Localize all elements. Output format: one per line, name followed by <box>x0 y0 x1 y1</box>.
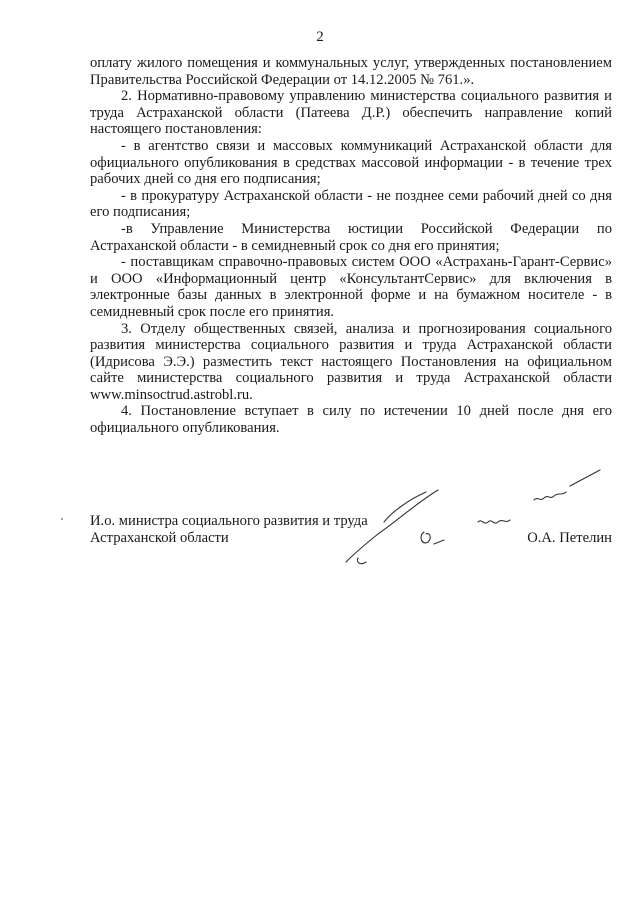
signer-title-line1: И.о. министра социального развития и труда <box>90 513 368 529</box>
signature-block <box>90 513 612 553</box>
paragraph-item-2-legal-systems: - поставщикам справочно-правовых систем ООО «Астрахань-Гарант-Сервис» и ООО «Информационный центр «КонсультантСервис» для включения в электронные базы данных в электронной форме и на бумажном носителе - в семидневный срок после его принятия. <box>90 254 612 320</box>
margin-mark <box>61 518 63 520</box>
signer-name: О.А. Петелин <box>527 530 612 546</box>
signer-title-line2: Астраханской области <box>90 529 229 546</box>
paragraph-item-4: 4. Постановление вступает в силу по истечении 10 дней после дня его официального опубликования. <box>90 403 612 437</box>
paragraph-item-2-agency: - в агентство связи и массовых коммуникаций Астраханской области для официального опубликования в средствах массовой информации - в течение трех рабочих дней со дня его подписания; <box>90 137 612 188</box>
paragraph-item-2-prosecutor: - в прокуратуру Астраханской области - не позднее семи рабочий дней со дня его подписания; <box>90 187 612 221</box>
paragraph-item-2-justice: -в Управление Министерства юстиции Российской Федерации по Астраханской области - в семидневный срок со дня его принятия; <box>90 220 612 254</box>
signer-title <box>90 513 368 546</box>
page-number: 2 <box>316 29 324 45</box>
paragraph-item-3: 3. Отделу общественных связей, анализа и прогнозирования социального развития министерства социального развития и труда Астраханской области (Идрисова Э.Э.) разместить текст настоящего Постановления на официальном сайте министерства социального развития и труда Астраханской области www.minsoctrud.astrobl.ru. <box>90 320 612 403</box>
document-body <box>90 55 612 437</box>
paragraph-item-2: 2. Нормативно-правовому управлению министерства социального развития и труда Астраханской области (Патеева Д.Р.) обеспечить направление копий настоящего постановления: <box>90 88 612 138</box>
paragraph-continuation: оплату жилого помещения и коммунальных услуг, утвержденных постановлением Правительства Российской Федерации от 14.12.2005 № 761.». <box>90 55 612 88</box>
